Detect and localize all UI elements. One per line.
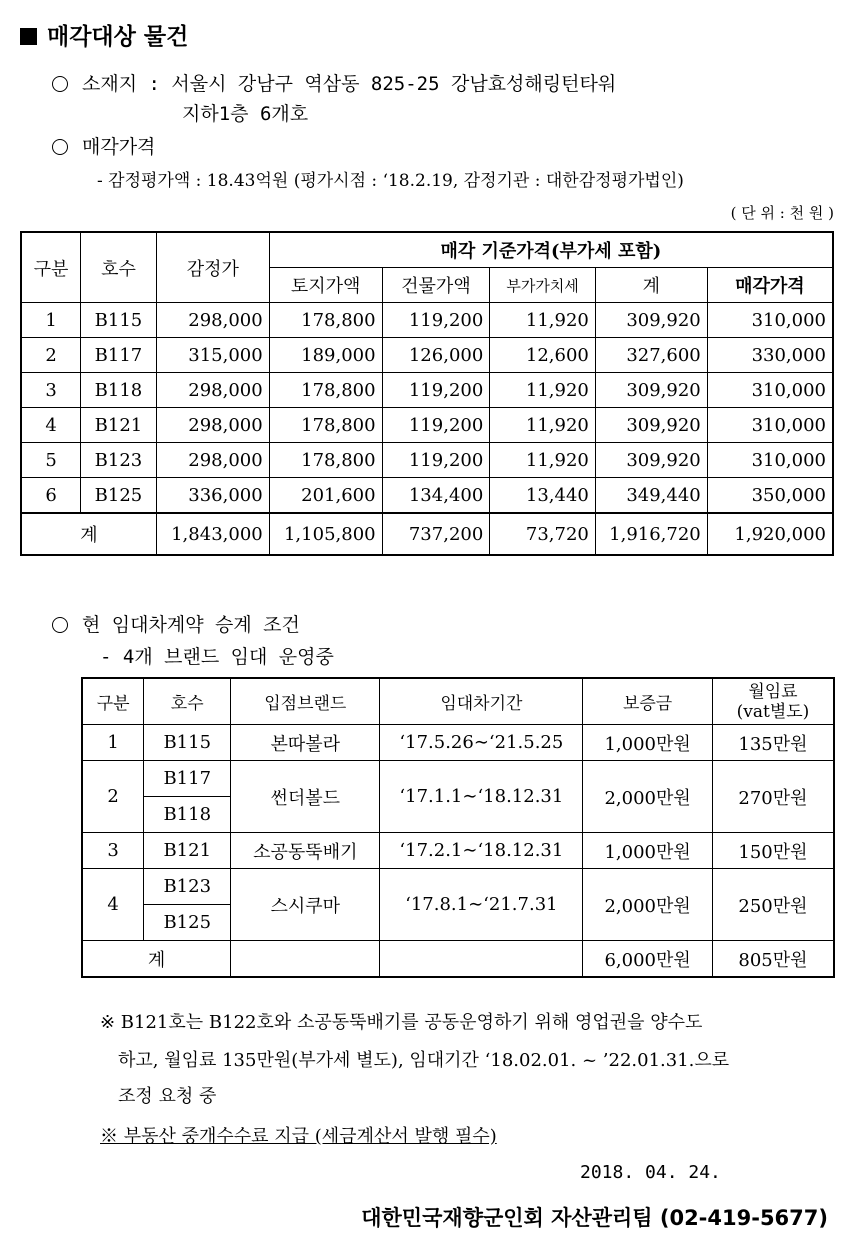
cell: B123 xyxy=(81,443,157,478)
cell: 73,720 xyxy=(490,513,596,555)
note1-line1: ※ B121호는 B122호와 소공동뚝배기를 공동운영하기 위해 영업권을 양수도 xyxy=(100,1012,703,1033)
cell: 1 xyxy=(82,725,144,761)
lease-sub-line: - 4개 브랜드 임대 운영중 xyxy=(100,646,334,668)
cell: 330,000 xyxy=(707,338,833,373)
cell: 6 xyxy=(21,478,81,514)
footer-date: 2018. 04. 24. xyxy=(580,1162,721,1183)
cell: 11,920 xyxy=(490,373,596,408)
cell: 178,800 xyxy=(269,408,382,443)
lease-header-brand: 입점브랜드 xyxy=(231,678,380,725)
cell: 1,843,000 xyxy=(156,513,269,555)
cell: 11,920 xyxy=(490,443,596,478)
cell: 1,916,720 xyxy=(595,513,707,555)
page-title: 매각대상 물건 xyxy=(20,18,188,51)
cell: 178,800 xyxy=(269,443,382,478)
circle-bullet-icon xyxy=(52,139,68,155)
header-appraisal: 감정가 xyxy=(156,232,269,303)
cell: 스시쿠마 xyxy=(231,869,380,941)
cell: 150만원 xyxy=(712,833,834,869)
cell: 119,200 xyxy=(382,408,490,443)
lease-table xyxy=(81,677,835,978)
cell: 계 xyxy=(82,941,231,978)
cell: 310,000 xyxy=(707,408,833,443)
cell: 298,000 xyxy=(156,408,269,443)
cell: 2 xyxy=(21,338,81,373)
cell: 2 xyxy=(82,761,144,833)
cell: B125 xyxy=(81,478,157,514)
cell: B115 xyxy=(144,725,231,761)
location-line: 소재지 : 서울시 강남구 역삼동 825-25 강남효성해링턴타워 xyxy=(52,69,616,96)
cell: B121 xyxy=(144,833,231,869)
cell: 336,000 xyxy=(156,478,269,514)
cell: 309,920 xyxy=(595,373,707,408)
cell: B117 xyxy=(81,338,157,373)
note1-line2: 하고, 월임료 135만원(부가세 별도), 임대기간 ‘18.02.01. ~ ’22.01.31.으로 xyxy=(118,1050,730,1071)
cell: 본따볼라 xyxy=(231,725,380,761)
cell: 11,920 xyxy=(490,303,596,338)
sale-table xyxy=(20,231,834,556)
header-price-group: 매각 기준가격(부가세 포함) xyxy=(269,232,833,268)
cell: 350,000 xyxy=(707,478,833,514)
cell: B123 xyxy=(144,869,231,905)
cell: 310,000 xyxy=(707,303,833,338)
cell: 3 xyxy=(82,833,144,869)
lease-header-hosu: 호수 xyxy=(144,678,231,725)
table-row xyxy=(21,338,833,373)
note2: ※ 부동산 중개수수료 지급 (세금계산서 발행 필수) xyxy=(100,1126,497,1147)
cell: ‘17.5.26∼‘21.5.25 xyxy=(380,725,583,761)
cell: 5 xyxy=(21,443,81,478)
cell: 11,920 xyxy=(490,408,596,443)
table-row xyxy=(82,869,834,905)
table-row xyxy=(82,761,834,797)
lease-section-label: 현 임대차계약 승계 조건 xyxy=(52,610,300,637)
cell: 189,000 xyxy=(269,338,382,373)
price-section-label: 매각가격 xyxy=(52,132,155,159)
cell xyxy=(231,941,380,978)
square-bullet-icon xyxy=(20,28,37,45)
note1-line3: 조정 요청 중 xyxy=(118,1086,217,1107)
cell: 309,920 xyxy=(595,303,707,338)
cell: 250만원 xyxy=(712,869,834,941)
cell: 270만원 xyxy=(712,761,834,833)
cell: B117 xyxy=(144,761,231,797)
cell: 6,000만원 xyxy=(583,941,713,978)
cell: 135만원 xyxy=(712,725,834,761)
cell: 1,105,800 xyxy=(269,513,382,555)
cell: 소공동뚝배기 xyxy=(231,833,380,869)
cell: 4 xyxy=(82,869,144,941)
cell: 178,800 xyxy=(269,303,382,338)
location-line2: 지하1층 6개호 xyxy=(182,103,309,125)
cell: 315,000 xyxy=(156,338,269,373)
cell: B118 xyxy=(144,797,231,833)
cell: 298,000 xyxy=(156,443,269,478)
cell: 계 xyxy=(21,513,156,555)
cell: 349,440 xyxy=(595,478,707,514)
cell: ‘17.1.1∼‘18.12.31 xyxy=(380,761,583,833)
footer-org: 대한민국재향군인회 자산관리팀 (02-419-5677) xyxy=(361,1206,828,1230)
cell: 2,000만원 xyxy=(583,869,713,941)
cell: 178,800 xyxy=(269,373,382,408)
cell: 737,200 xyxy=(382,513,490,555)
cell: 1,920,000 xyxy=(707,513,833,555)
cell: B125 xyxy=(144,905,231,941)
table-row xyxy=(21,478,833,514)
header-sale-price: 매각가격 xyxy=(707,268,833,303)
cell: B118 xyxy=(81,373,157,408)
cell: ‘17.8.1∼‘21.7.31 xyxy=(380,869,583,941)
cell: 310,000 xyxy=(707,373,833,408)
table-row xyxy=(82,833,834,869)
cell: 119,200 xyxy=(382,443,490,478)
cell: 1,000만원 xyxy=(583,725,713,761)
header-land: 토지가액 xyxy=(269,268,382,303)
table-row xyxy=(21,373,833,408)
lease-header-rent: 월임료 (vat별도) xyxy=(712,678,834,725)
cell: 13,440 xyxy=(490,478,596,514)
cell: 126,000 xyxy=(382,338,490,373)
cell: 3 xyxy=(21,373,81,408)
cell: 119,200 xyxy=(382,373,490,408)
cell: 1 xyxy=(21,303,81,338)
cell: 201,600 xyxy=(269,478,382,514)
cell: 805만원 xyxy=(712,941,834,978)
cell: 327,600 xyxy=(595,338,707,373)
cell: 298,000 xyxy=(156,303,269,338)
cell: 119,200 xyxy=(382,303,490,338)
lease-header-deposit: 보증금 xyxy=(583,678,713,725)
cell: B115 xyxy=(81,303,157,338)
header-building: 건물가액 xyxy=(382,268,490,303)
lease-header-period: 임대차기간 xyxy=(380,678,583,725)
cell: 썬더볼드 xyxy=(231,761,380,833)
cell xyxy=(380,941,583,978)
lease-total-row xyxy=(82,941,834,978)
header-subtotal: 계 xyxy=(595,268,707,303)
cell: 134,400 xyxy=(382,478,490,514)
cell: 2,000만원 xyxy=(583,761,713,833)
circle-bullet-icon xyxy=(52,76,68,92)
lease-header-gubun: 구분 xyxy=(82,678,144,725)
table-row xyxy=(82,725,834,761)
unit-label: ( 단 위 : 천 원 ) xyxy=(730,204,834,222)
header-gubun: 구분 xyxy=(21,232,81,303)
circle-bullet-icon xyxy=(52,617,68,633)
table-row xyxy=(21,408,833,443)
appraisal-line: - 감정평가액 : 18.43억원 (평가시점 : ‘18.2.19, 감정기관 : 대한감정평가법인) xyxy=(97,171,684,191)
header-hosu: 호수 xyxy=(81,232,157,303)
cell: 309,920 xyxy=(595,408,707,443)
cell: 310,000 xyxy=(707,443,833,478)
sale-total-row xyxy=(21,513,833,555)
cell: 1,000만원 xyxy=(583,833,713,869)
cell: 12,600 xyxy=(490,338,596,373)
cell: B121 xyxy=(81,408,157,443)
table-row xyxy=(21,443,833,478)
table-row xyxy=(21,303,833,338)
cell: 4 xyxy=(21,408,81,443)
cell: ‘17.2.1∼‘18.12.31 xyxy=(380,833,583,869)
cell: 298,000 xyxy=(156,373,269,408)
cell: 309,920 xyxy=(595,443,707,478)
header-vat: 부가가치세 xyxy=(490,268,596,303)
